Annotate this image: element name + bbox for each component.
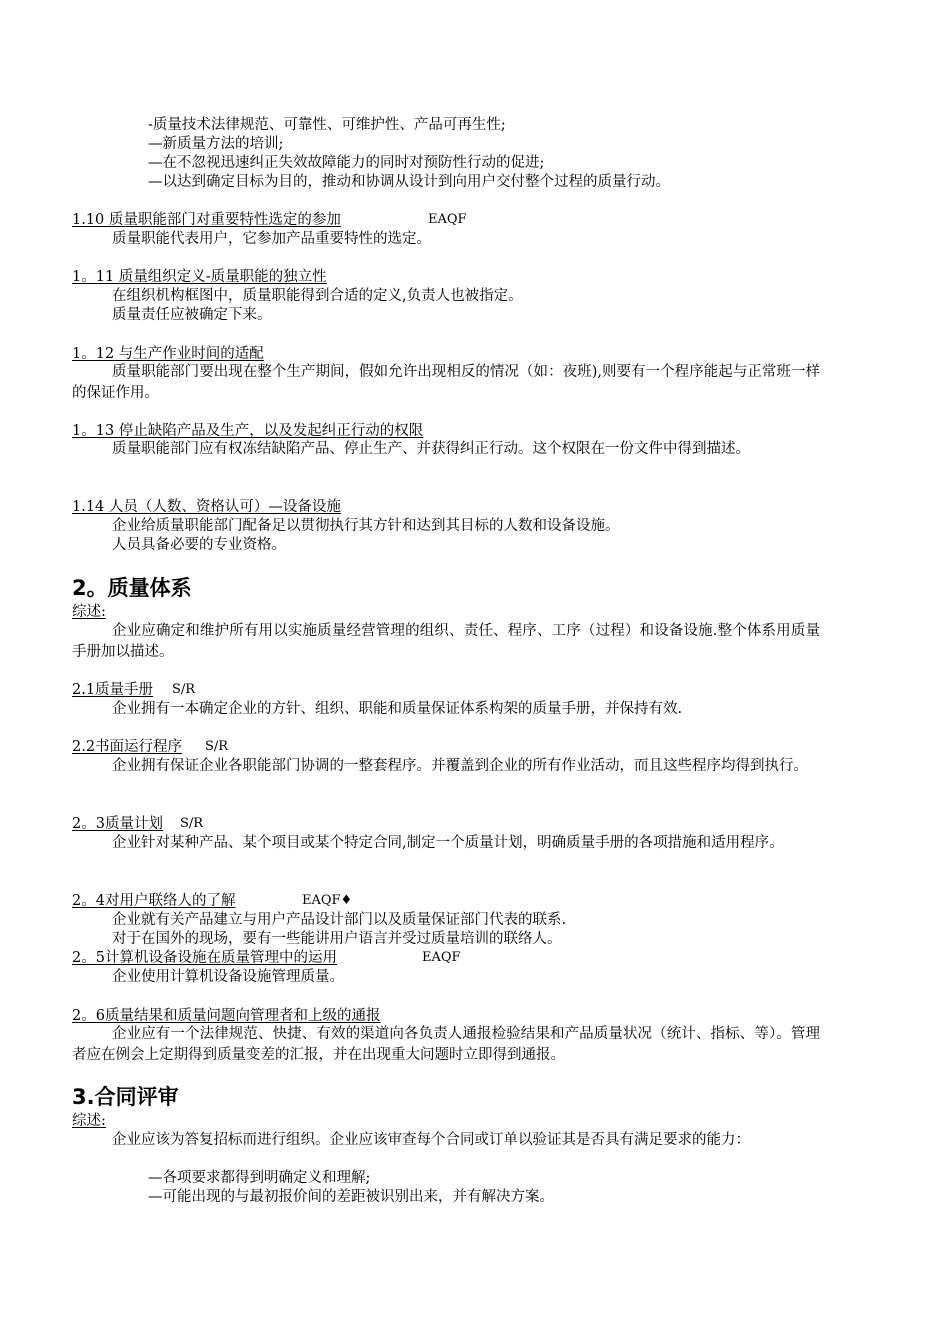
section-tag: EAQF♦: [302, 893, 353, 908]
body-paragraph: 质量职能部门应有权冻结缺陷产品、停止生产、并获得纠正行动。这个权限在一份文件中得到描述。: [112, 441, 750, 457]
section-tag: S/R: [205, 739, 229, 754]
section-heading-1-11: 1。11 质量组织定义-质量职能的独立性: [72, 269, 327, 285]
section-tag: EAQF: [422, 950, 461, 965]
body-text: 企业给质量职能部门配备足以贯彻执行其方针和达到其目标的人数和设备设施。: [112, 518, 620, 534]
body-text: 质量责任应被确定下来。: [112, 307, 272, 323]
section-heading-1-14: 1.14 人员（人数、资格认可）—设备设施: [72, 499, 341, 515]
body-paragraph: 企业应确定和维护所有用以实施质量经营管理的组织、责任、程序、工序（过程）和设备设施.整个体系用质量手册加以描述。: [72, 623, 820, 660]
body-paragraph: 企业应该为答复招标而进行组织。企业应该审查每个合同或订单以验证其是否具有满足要求的能力：: [112, 1132, 750, 1148]
list-item: -质量技术法律规范、可靠性、可维护性、产品可再生性;: [148, 117, 506, 133]
section-heading-1-12: 1。12 与生产作业时间的适配: [72, 346, 264, 362]
section-heading-2-1: 2.1质量手册: [72, 682, 154, 698]
list-item: —可能出现的与最初报价间的差距被识别出来，并有解决方案。: [148, 1189, 554, 1205]
body-paragraph: 企业应有一个法律规范、快捷、有效的渠道向各负责人通报检验结果和产品质量状况（统计、指标、等）。管理者应在例会上定期得到质量变差的汇报，并在出现重大问题时立即得到通报。: [72, 1026, 820, 1063]
summary-label: 综述:: [72, 1113, 106, 1129]
section-heading-2-5: 2。5计算机设备设施在质量管理中的运用: [72, 950, 337, 966]
body-paragraph: 企业拥有保证企业各职能部门协调的一整套程序。并覆盖到企业的所有作业活动，而且这些程序均得到执行。: [112, 758, 808, 774]
section-heading-2-6: 2。6质量结果和质量问题向管理者和上级的通报: [72, 1008, 381, 1024]
body-text: 对于在国外的现场，要有一些能讲用户语言并受过质量培训的联络人。: [112, 931, 562, 947]
section-tag: EAQF: [428, 212, 467, 227]
section-heading-2-4: 2。4对用户联络人的了解: [72, 893, 236, 909]
chapter-title-3: 3.合同评审: [72, 1085, 179, 1109]
chapter-title-2: 2。质量体系: [72, 576, 192, 600]
section-heading-1-13: 1。13 停止缺陷产品及生产，以及发起纠正行动的权限: [72, 423, 424, 439]
section-tag: S/R: [180, 816, 204, 831]
list-item: —以达到确定目标为目的，推动和协调从设计到向用户交付整个过程的质量行动。: [148, 174, 670, 190]
section-tag: S/R: [172, 682, 196, 697]
body-text: 企业使用计算机设备设施管理质量。: [112, 969, 344, 985]
section-heading-2-3: 2。3质量计划: [72, 816, 163, 832]
body-text: 人员具备必要的专业资格。: [112, 537, 286, 553]
list-item: —各项要求都得到明确定义和理解;: [148, 1170, 371, 1186]
list-item: —在不忽视迅速纠正失效故障能力的同时对预防性行动的促进;: [148, 155, 545, 171]
list-item: —新质量方法的培训;: [148, 136, 284, 152]
body-text: 企业就有关产品建立与用户产品设计部门以及质量保证部门代表的联系.: [112, 912, 567, 928]
summary-label: 综述:: [72, 604, 106, 620]
body-text: 企业拥有一本确定企业的方针、组织、职能和质量保证体系构架的质量手册，并保持有效.: [112, 701, 683, 717]
section-heading-1-10: 1.10 质量职能部门对重要特性选定的参加: [72, 212, 341, 228]
body-paragraph: 质量职能部门要出现在整个生产期间，假如允许出现相反的情况（如：夜班),则要有一个程序能起与正常班一样的保证作用。: [72, 364, 820, 401]
body-paragraph: 企业针对某种产品、某个项目或某个特定合同,制定一个质量计划，明确质量手册的各项措施和适用程序。: [112, 835, 784, 851]
body-text: 质量职能代表用户，它参加产品重要特性的选定。: [112, 231, 431, 247]
section-heading-2-2: 2.2书面运行程序: [72, 739, 183, 755]
body-text: 在组织机构框图中，质量职能得到合适的定义,负责人也被指定。: [112, 288, 523, 304]
